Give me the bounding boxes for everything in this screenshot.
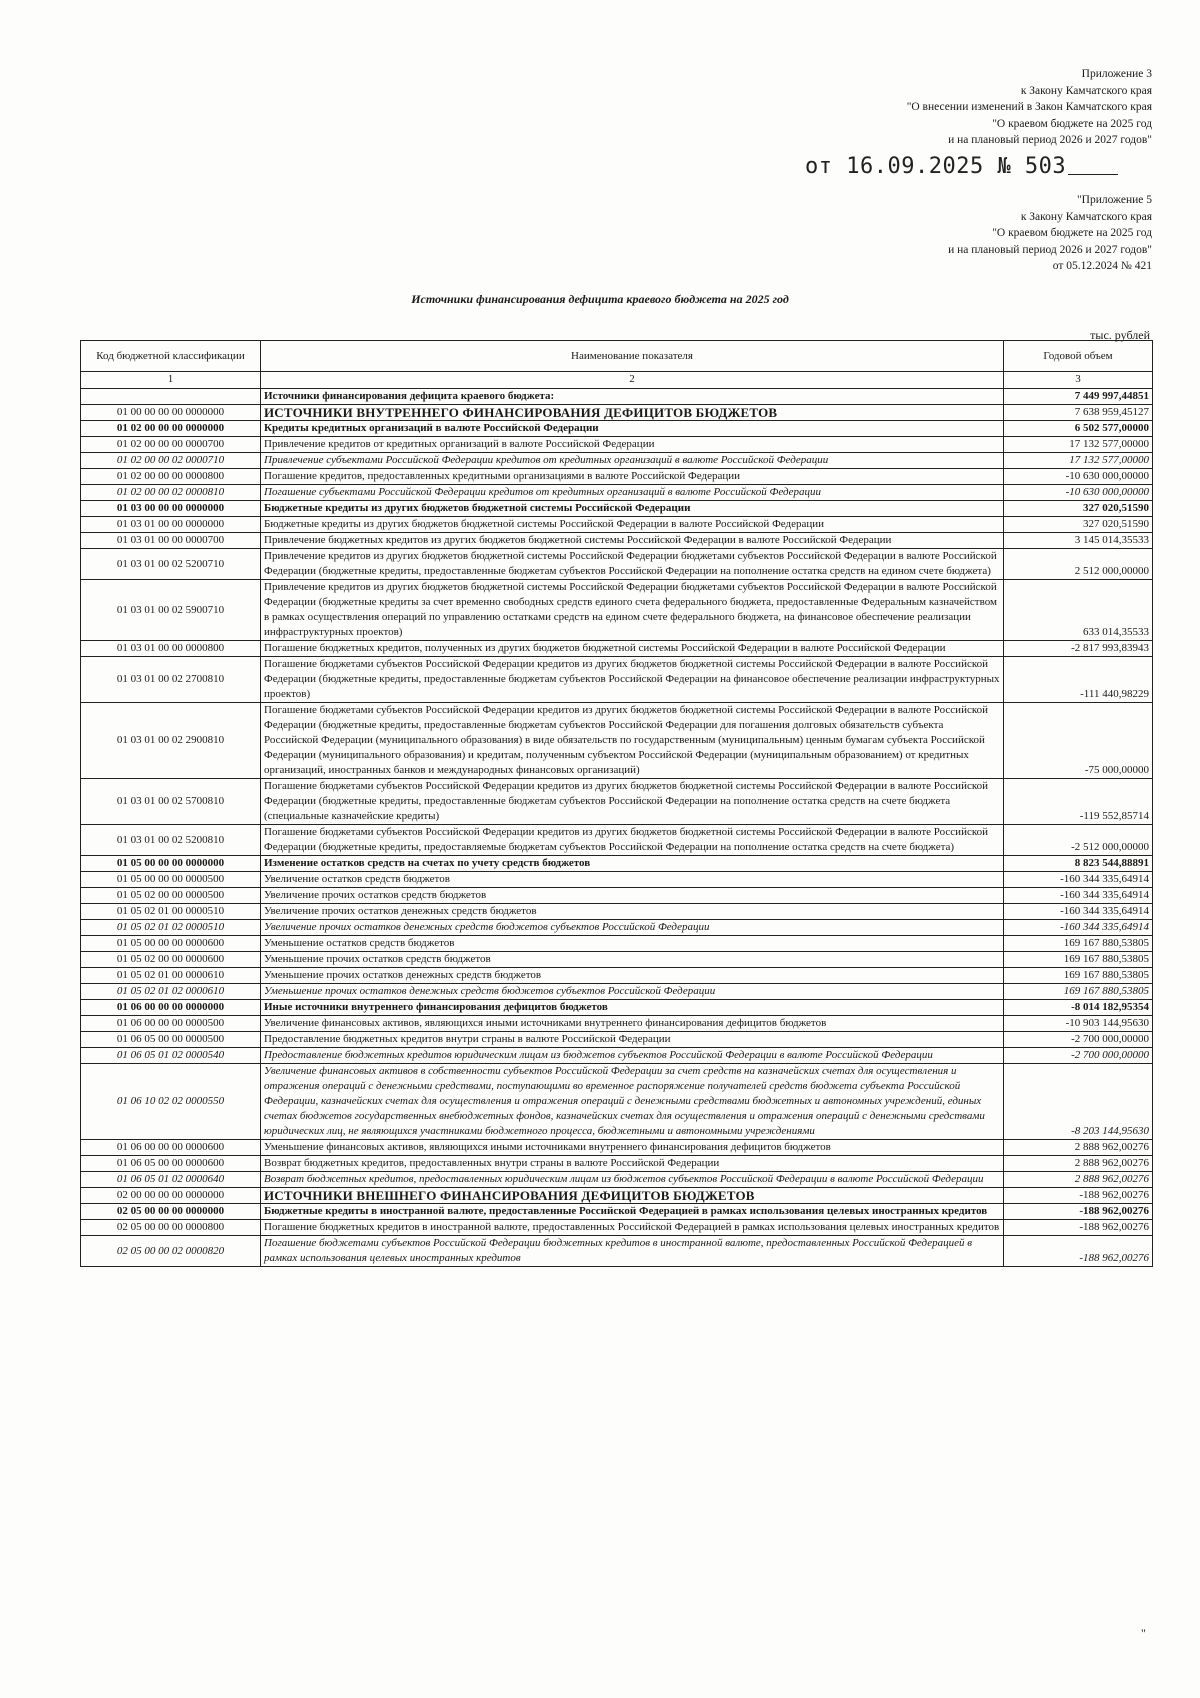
table-row <box>81 533 1153 549</box>
budget-code-cell: 01 03 01 00 02 2700810 <box>81 657 261 703</box>
table-row <box>81 856 1153 872</box>
annual-amount-cell: 2 888 962,00276 <box>1004 1140 1153 1156</box>
annual-amount-cell: -160 344 335,64914 <box>1004 904 1153 920</box>
indicator-name-cell: Привлечение кредитов от кредитных организаций в валюте Российской Федерации <box>261 437 1004 453</box>
indicator-name-cell: Возврат бюджетных кредитов, предоставленных внутри страны в валюте Российской Федерации <box>261 1156 1004 1172</box>
budget-code-cell: 01 05 02 01 00 0000510 <box>81 904 261 920</box>
column-header-code: Код бюджетной классификации <box>81 341 261 372</box>
table-row <box>81 517 1153 533</box>
column-header-name: Наименование показателя <box>261 341 1004 372</box>
indicator-name-cell: Погашение бюджетами субъектов Российской Федерации кредитов из других бюджетов бюджетной системы Российской Федерации в валюте Российской Федерации (бюджетные кредиты, предоставленные бюджетам субъектов Российской Федерации на финансовое обеспечение реализации инфраструктурных проектов) <box>261 657 1004 703</box>
indicator-name-cell: Погашение кредитов, предоставленных кредитными организациями в валюте Российской Федерации <box>261 469 1004 485</box>
indicator-name-cell: Уменьшение остатков средств бюджетов <box>261 936 1004 952</box>
budget-code-cell <box>81 389 261 405</box>
annual-amount-cell: 7 638 959,45127 <box>1004 405 1153 421</box>
indicator-name-cell: Кредиты кредитных организаций в валюте Российской Федерации <box>261 421 1004 437</box>
original-line: и на плановый период 2026 и 2027 годов" <box>948 243 1152 256</box>
table-row <box>81 952 1153 968</box>
annual-amount-cell: -2 512 000,00000 <box>1004 825 1153 856</box>
indicator-name-cell: Привлечение субъектами Российской Федерации кредитов от кредитных организаций в валюте Российской Федерации <box>261 453 1004 469</box>
original-appendix-header <box>948 192 1152 275</box>
budget-code-cell: 01 06 00 00 00 0000500 <box>81 1016 261 1032</box>
annual-amount-cell: 6 502 577,00000 <box>1004 421 1153 437</box>
table-row <box>81 904 1153 920</box>
annual-amount-cell: 169 167 880,53805 <box>1004 952 1153 968</box>
table-row <box>81 453 1153 469</box>
table-header-row <box>81 341 1153 372</box>
original-line: от 05.12.2024 № 421 <box>1052 260 1152 272</box>
annual-amount-cell: 169 167 880,53805 <box>1004 936 1153 952</box>
table-row <box>81 703 1153 779</box>
budget-code-cell: 02 05 00 00 00 0000800 <box>81 1220 261 1236</box>
table-row <box>81 389 1153 405</box>
annual-amount-cell: -160 344 335,64914 <box>1004 888 1153 904</box>
column-number: 2 <box>261 372 1004 389</box>
table-row <box>81 1172 1153 1188</box>
indicator-name-cell: Увеличение прочих остатков средств бюджетов <box>261 888 1004 904</box>
column-number: 1 <box>81 372 261 389</box>
appendix-line: "О внесении изменений в Закон Камчатского края <box>906 101 1152 113</box>
appendix-line: Приложение 3 <box>1081 68 1152 80</box>
budget-code-cell: 01 02 00 00 00 0000700 <box>81 437 261 453</box>
annual-amount-cell: 327 020,51590 <box>1004 501 1153 517</box>
table-row <box>81 469 1153 485</box>
indicator-name-cell: ИСТОЧНИКИ ВНУТРЕННЕГО ФИНАНСИРОВАНИЯ ДЕФИЦИТОВ БЮДЖЕТОВ <box>261 405 1004 421</box>
annual-amount-cell: 169 167 880,53805 <box>1004 968 1153 984</box>
budget-code-cell: 01 05 02 00 00 0000500 <box>81 888 261 904</box>
budget-code-cell: 01 03 01 00 02 2900810 <box>81 703 261 779</box>
table-row <box>81 920 1153 936</box>
budget-code-cell: 01 03 01 00 02 5700810 <box>81 779 261 825</box>
budget-code-cell: 01 06 05 00 00 0000500 <box>81 1032 261 1048</box>
table-row <box>81 825 1153 856</box>
annual-amount-cell: -188 962,00276 <box>1004 1236 1153 1267</box>
appendix-line: к Закону Камчатского края <box>1020 84 1152 97</box>
indicator-name-cell: Погашение бюджетами субъектов Российской Федерации кредитов из других бюджетов бюджетной системы Российской Федерации в валюте Российской Федерации (бюджетные кредиты, предоставляемые бюджетам субъектов Российской Федерации на пополнение остатка средств на счете бюджета) <box>261 825 1004 856</box>
annual-amount-cell: 2 888 962,00276 <box>1004 1172 1153 1188</box>
budget-code-cell: 01 05 00 00 00 0000000 <box>81 856 261 872</box>
budget-code-cell: 01 03 01 00 00 0000700 <box>81 533 261 549</box>
indicator-name-cell: Уменьшение прочих остатков денежных средств бюджетов <box>261 968 1004 984</box>
annual-amount-cell: 169 167 880,53805 <box>1004 984 1153 1000</box>
budget-code-cell: 01 03 01 00 00 0000800 <box>81 641 261 657</box>
table-row <box>81 641 1153 657</box>
table-row <box>81 1064 1153 1140</box>
table-row <box>81 1236 1153 1267</box>
budget-code-cell: 02 05 00 00 00 0000000 <box>81 1204 261 1220</box>
table-row <box>81 421 1153 437</box>
table-row <box>81 872 1153 888</box>
annual-amount-cell: 8 823 544,88891 <box>1004 856 1153 872</box>
budget-code-cell: 01 05 00 00 00 0000600 <box>81 936 261 952</box>
budget-code-cell: 01 02 00 00 02 0000810 <box>81 485 261 501</box>
table-row <box>81 888 1153 904</box>
indicator-name-cell: Погашение бюджетами субъектов Российской Федерации кредитов из других бюджетов бюджетной системы Российской Федерации в валюте Российской Федерации (бюджетные кредиты, предоставленные бюджетам субъектов Российской Федерации для погашения долговых обязательств субъекта Российской Федерации (муниципального образования) в виде обязательств по государственным (муниципальным) ценным бумагам субъекта Российской Федерации (муниципального образования) и кредитам, полученным субъектом Российской Федерации (муниципальным образованием) от кредитных организаций, иностранных банков и международных финансовых организаций) <box>261 703 1004 779</box>
indicator-name-cell: Привлечение кредитов из других бюджетов бюджетной системы Российской Федерации бюджетами субъектов Российской Федерации в валюте Российской Федерации (бюджетные кредиты, предоставленные бюджетам субъектов Российской Федерации на пополнение остатка средств на едином счете бюджета) <box>261 549 1004 580</box>
annual-amount-cell: -188 962,00276 <box>1004 1204 1153 1220</box>
budget-code-cell: 01 06 00 00 00 0000600 <box>81 1140 261 1156</box>
annual-amount-cell: -188 962,00276 <box>1004 1220 1153 1236</box>
indicator-name-cell: Источники финансирования дефицита краевого бюджета: <box>261 389 1004 405</box>
date-number-stamp: от 16.09.2025 № 503 <box>805 154 1067 179</box>
budget-code-cell: 01 06 05 01 02 0000540 <box>81 1048 261 1064</box>
budget-code-cell: 01 03 01 00 02 5900710 <box>81 580 261 641</box>
appendix-line: и на плановый период 2026 и 2027 годов" <box>948 134 1152 146</box>
indicator-name-cell: Предоставление бюджетных кредитов внутри страны в валюте Российской Федерации <box>261 1032 1004 1048</box>
indicator-name-cell: Уменьшение прочих остатков средств бюджетов <box>261 952 1004 968</box>
budget-code-cell: 01 05 02 01 02 0000610 <box>81 984 261 1000</box>
table-row <box>81 936 1153 952</box>
table-row <box>81 1048 1153 1064</box>
original-line: "О краевом бюджете на 2025 год <box>992 227 1152 239</box>
budget-code-cell: 01 06 05 01 02 0000640 <box>81 1172 261 1188</box>
annual-amount-cell: -2 700 000,00000 <box>1004 1048 1153 1064</box>
table-row <box>81 549 1153 580</box>
budget-code-cell: 01 03 01 00 02 5200710 <box>81 549 261 580</box>
annual-amount-cell: 2 512 000,00000 <box>1004 549 1153 580</box>
indicator-name-cell: ИСТОЧНИКИ ВНЕШНЕГО ФИНАНСИРОВАНИЯ ДЕФИЦИТОВ БЮДЖЕТОВ <box>261 1188 1004 1204</box>
indicator-name-cell: Иные источники внутреннего финансирования дефицитов бюджетов <box>261 1000 1004 1016</box>
annual-amount-cell: 3 145 014,35533 <box>1004 533 1153 549</box>
table-row <box>81 968 1153 984</box>
financing-sources-table <box>80 340 1153 1267</box>
annual-amount-cell: -119 552,85714 <box>1004 779 1153 825</box>
indicator-name-cell: Уменьшение прочих остатков денежных средств бюджетов субъектов Российской Федерации <box>261 984 1004 1000</box>
annual-amount-cell: 17 132 577,00000 <box>1004 453 1153 469</box>
table-row <box>81 1156 1153 1172</box>
annual-amount-cell: -8 014 182,95354 <box>1004 1000 1153 1016</box>
budget-code-cell: 02 05 00 00 02 0000820 <box>81 1236 261 1267</box>
table-row <box>81 1032 1153 1048</box>
unit-label: тыс. рублей <box>1090 328 1150 342</box>
annual-amount-cell: 327 020,51590 <box>1004 517 1153 533</box>
table-row <box>81 1000 1153 1016</box>
column-header-amount: Годовой объем <box>1004 341 1153 372</box>
indicator-name-cell: Увеличение прочих остатков денежных средств бюджетов субъектов Российской Федерации <box>261 920 1004 936</box>
table-row <box>81 437 1153 453</box>
annual-amount-cell: -8 203 144,95630 <box>1004 1064 1153 1140</box>
budget-code-cell: 01 05 00 00 00 0000500 <box>81 872 261 888</box>
budget-code-cell: 01 06 10 02 02 0000550 <box>81 1064 261 1140</box>
indicator-name-cell: Бюджетные кредиты из других бюджетов бюджетной системы Российской Федерации в валюте Российской Федерации <box>261 517 1004 533</box>
indicator-name-cell: Привлечение кредитов из других бюджетов бюджетной системы Российской Федерации бюджетами субъектов Российской Федерации в валюте Российской Федерации (бюджетные кредиты за счет временно свободных средств единого счета федерального бюджета, предоставленные Федеральным казначейством в рамках осуществления операций по управлению остатками средств на едином счете федерального бюджета, на финансовое обеспечение реализации инфраструктурных проектов) <box>261 580 1004 641</box>
annual-amount-cell: -10 903 144,95630 <box>1004 1016 1153 1032</box>
indicator-name-cell: Увеличение остатков средств бюджетов <box>261 872 1004 888</box>
appendix-header <box>907 66 1152 149</box>
table-row <box>81 984 1153 1000</box>
indicator-name-cell: Предоставление бюджетных кредитов юридическим лицам из бюджетов субъектов Российской Федерации в валюте Российской Федерации <box>261 1048 1004 1064</box>
budget-code-cell: 02 00 00 00 00 0000000 <box>81 1188 261 1204</box>
budget-code-cell: 01 02 00 00 02 0000710 <box>81 453 261 469</box>
table-row <box>81 405 1153 421</box>
budget-code-cell: 01 06 00 00 00 0000000 <box>81 1000 261 1016</box>
budget-code-cell: 01 02 00 00 00 0000800 <box>81 469 261 485</box>
indicator-name-cell: Изменение остатков средств на счетах по учету средств бюджетов <box>261 856 1004 872</box>
indicator-name-cell: Погашение субъектами Российской Федерации кредитов от кредитных организаций в валюте Российской Федерации <box>261 485 1004 501</box>
appendix-line: "О краевом бюджете на 2025 год <box>992 117 1152 130</box>
indicator-name-cell: Возврат бюджетных кредитов, предоставленных юридическим лицам из бюджетов субъектов Российской Федерации в валюте Российской Федерации <box>261 1172 1004 1188</box>
table-row <box>81 580 1153 641</box>
table-row <box>81 1016 1153 1032</box>
annual-amount-cell: 7 449 997,44851 <box>1004 389 1153 405</box>
column-number: 3 <box>1004 372 1153 389</box>
annual-amount-cell: 2 888 962,00276 <box>1004 1156 1153 1172</box>
annual-amount-cell: 17 132 577,00000 <box>1004 437 1153 453</box>
indicator-name-cell: Погашение бюджетами субъектов Российской Федерации бюджетных кредитов в иностранной валюте, предоставленных Российской Федерацией в рамках использования целевых иностранных кредитов <box>261 1236 1004 1267</box>
annual-amount-cell: -10 630 000,00000 <box>1004 485 1153 501</box>
table-row <box>81 1220 1153 1236</box>
budget-code-cell: 01 06 05 00 00 0000600 <box>81 1156 261 1172</box>
budget-code-cell: 01 05 02 01 02 0000510 <box>81 920 261 936</box>
budget-code-cell: 01 02 00 00 00 0000000 <box>81 421 261 437</box>
annual-amount-cell: 633 014,35533 <box>1004 580 1153 641</box>
indicator-name-cell: Погашение бюджетных кредитов в иностранной валюте, предоставленных Российской Федерацией в рамках использования целевых иностранных кредитов <box>261 1220 1004 1236</box>
annual-amount-cell: -111 440,98229 <box>1004 657 1153 703</box>
budget-code-cell: 01 05 02 00 00 0000600 <box>81 952 261 968</box>
table-row <box>81 1204 1153 1220</box>
table-row <box>81 1140 1153 1156</box>
indicator-name-cell: Бюджетные кредиты из других бюджетов бюджетной системы Российской Федерации <box>261 501 1004 517</box>
table-row <box>81 485 1153 501</box>
table-row <box>81 779 1153 825</box>
column-number-row <box>81 372 1153 389</box>
table-row <box>81 501 1153 517</box>
annual-amount-cell: -188 962,00276 <box>1004 1188 1153 1204</box>
budget-code-cell: 01 03 01 00 00 0000000 <box>81 517 261 533</box>
budget-code-cell: 01 00 00 00 00 0000000 <box>81 405 261 421</box>
original-line: к Закону Камчатского края <box>1020 210 1152 223</box>
indicator-name-cell: Увеличение финансовых активов, являющихся иными источниками внутреннего финансирования дефицитов бюджетов <box>261 1016 1004 1032</box>
indicator-name-cell: Уменьшение финансовых активов, являющихся иными источниками внутреннего финансирования дефицитов бюджетов <box>261 1140 1004 1156</box>
budget-code-cell: 01 03 01 00 02 5200810 <box>81 825 261 856</box>
document-title: Источники финансирования дефицита краевого бюджета на 2025 год <box>411 292 789 306</box>
closing-quote: " <box>1141 1626 1146 1640</box>
indicator-name-cell: Увеличение финансовых активов в собственности субъектов Российской Федерации за счет средств на казначейских счетах для осуществления и отражения операций с денежными средствами, поступающими во временное распоряжение получателей средств бюджета субъекта Российской Федерации, казначейских счетах для осуществления и отражения операций с денежными средствами бюджетных и автономных учреждений, единых счетах бюджетов государственных внебюджетных фондов, казначейских счетах для осуществления и отражения операций с денежными средствами юридических лиц, не являющихся участниками бюджетного процесса, бюджетными и автономными учреждениями <box>261 1064 1004 1140</box>
original-line: "Приложение 5 <box>1076 194 1152 206</box>
indicator-name-cell: Привлечение бюджетных кредитов из других бюджетов бюджетной системы Российской Федерации в валюте Российской Федерации <box>261 533 1004 549</box>
table-body <box>81 389 1153 1267</box>
budget-code-cell: 01 05 02 01 00 0000610 <box>81 968 261 984</box>
indicator-name-cell: Погашение бюджетных кредитов, полученных из других бюджетов бюджетной системы Российской Федерации в валюте Российской Федерации <box>261 641 1004 657</box>
annual-amount-cell: -160 344 335,64914 <box>1004 872 1153 888</box>
indicator-name-cell: Погашение бюджетами субъектов Российской Федерации кредитов из других бюджетов бюджетной системы Российской Федерации в валюте Российской Федерации (бюджетные кредиты, предоставленные бюджетам субъектов Российской Федерации на пополнение остатка средств на счете бюджета (специальные казначейские кредиты) <box>261 779 1004 825</box>
annual-amount-cell: -160 344 335,64914 <box>1004 920 1153 936</box>
annual-amount-cell: -75 000,00000 <box>1004 703 1153 779</box>
annual-amount-cell: -2 700 000,00000 <box>1004 1032 1153 1048</box>
table-row <box>81 1188 1153 1204</box>
annual-amount-cell: -10 630 000,00000 <box>1004 469 1153 485</box>
table-row <box>81 657 1153 703</box>
indicator-name-cell: Бюджетные кредиты в иностранной валюте, предоставленные Российской Федерацией в рамках использования целевых иностранных кредитов <box>261 1204 1004 1220</box>
annual-amount-cell: -2 817 993,83943 <box>1004 641 1153 657</box>
indicator-name-cell: Увеличение прочих остатков денежных средств бюджетов <box>261 904 1004 920</box>
budget-code-cell: 01 03 00 00 00 0000000 <box>81 501 261 517</box>
stamp-underline <box>1068 174 1118 175</box>
